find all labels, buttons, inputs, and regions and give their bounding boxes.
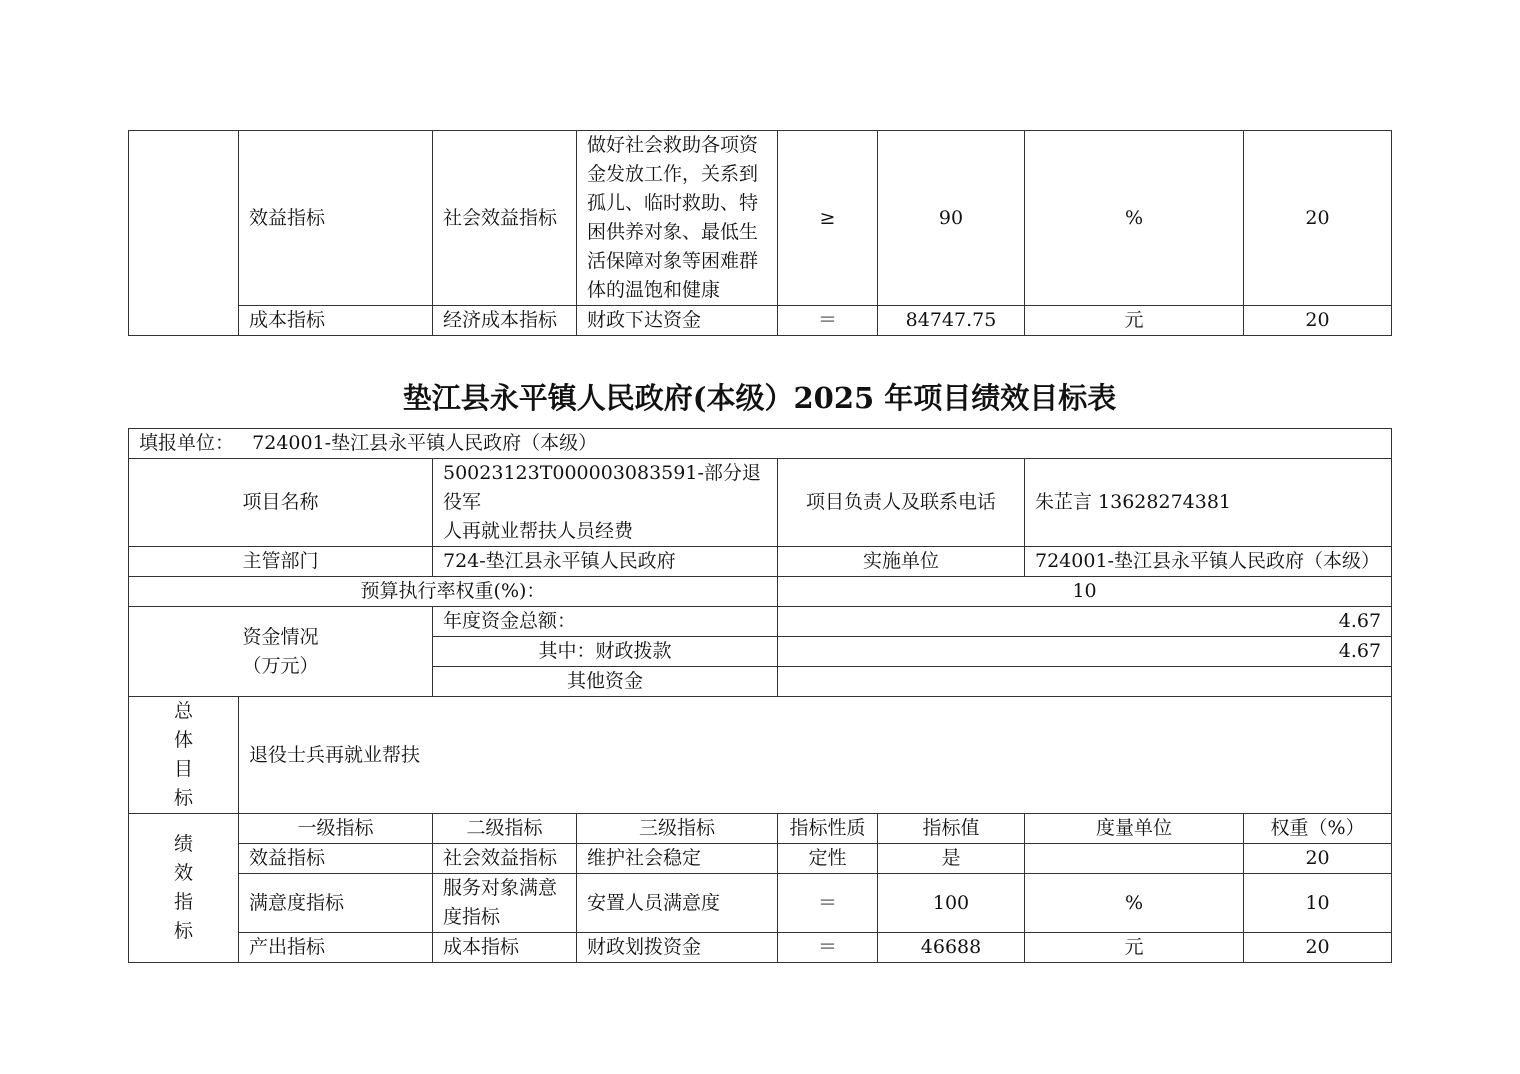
department-row bbox=[129, 547, 1392, 577]
weight-cell: 20 bbox=[1244, 844, 1392, 874]
budget-rate-row bbox=[129, 577, 1392, 607]
budget-rate-label: 预算执行率权重(%)： bbox=[129, 577, 778, 607]
empty-label-cell bbox=[129, 131, 239, 336]
table-row bbox=[129, 874, 1392, 933]
level3-cell: 安置人员满意度 bbox=[577, 874, 778, 933]
page-title: 垫江县永平镇人民政府(本级）2025 年项目绩效目标表 bbox=[402, 381, 1117, 415]
unit-cell: % bbox=[1025, 874, 1244, 933]
level2-cell: 成本指标 bbox=[433, 933, 577, 963]
level1-cell: 满意度指标 bbox=[239, 874, 433, 933]
header-level1: 一级指标 bbox=[239, 814, 433, 844]
overall-goal-label: 总 体 目 标 bbox=[129, 697, 239, 814]
project-name-row bbox=[129, 459, 1392, 547]
reporting-unit-value: 724001-垫江县永平镇人民政府（本级） bbox=[252, 432, 598, 454]
header-unit: 度量单位 bbox=[1025, 814, 1244, 844]
weight-cell: 20 bbox=[1244, 131, 1392, 306]
dept-label: 主管部门 bbox=[129, 547, 433, 577]
project-name-label: 项目名称 bbox=[129, 459, 433, 547]
header-nature: 指标性质 bbox=[778, 814, 878, 844]
fiscal-label: 其中：财政拨款 bbox=[433, 637, 778, 667]
other-funds-value bbox=[778, 667, 1392, 697]
reporting-unit-row bbox=[129, 429, 1392, 459]
annual-total-value: 4.67 bbox=[778, 607, 1392, 637]
impl-label: 实施单位 bbox=[778, 547, 1025, 577]
indicator-header-row bbox=[129, 814, 1392, 844]
nature-cell: ＝ bbox=[778, 306, 878, 336]
weight-cell: 20 bbox=[1244, 306, 1392, 336]
performance-target-table bbox=[128, 428, 1392, 963]
level1-cell: 产出指标 bbox=[239, 933, 433, 963]
nature-cell: ＝ bbox=[778, 933, 878, 963]
header-value: 指标值 bbox=[878, 814, 1025, 844]
budget-rate-value: 10 bbox=[778, 577, 1392, 607]
header-level2: 二级指标 bbox=[433, 814, 577, 844]
level1-cell: 效益指标 bbox=[239, 131, 433, 306]
level3-cell: 维护社会稳定 bbox=[577, 844, 778, 874]
previous-indicator-table bbox=[128, 130, 1392, 336]
level2-cell: 社会效益指标 bbox=[433, 844, 577, 874]
funds-row bbox=[129, 607, 1392, 637]
value-cell: 是 bbox=[878, 844, 1025, 874]
table-row bbox=[129, 844, 1392, 874]
level2-cell: 经济成本指标 bbox=[433, 306, 577, 336]
dept-value: 724-垫江县永平镇人民政府 bbox=[433, 547, 778, 577]
unit-cell: 元 bbox=[1025, 306, 1244, 336]
header-level3: 三级指标 bbox=[577, 814, 778, 844]
level3-cell: 财政划拨资金 bbox=[577, 933, 778, 963]
project-name-value: 50023123T000003083591-部分退役军 人再就业帮扶人员经费 bbox=[433, 459, 778, 547]
other-funds-label: 其他资金 bbox=[433, 667, 778, 697]
performance-indicator-label: 绩 效 指 标 bbox=[129, 814, 239, 963]
fiscal-value: 4.67 bbox=[778, 637, 1392, 667]
overall-goal-value: 退役士兵再就业帮扶 bbox=[239, 697, 1392, 814]
unit-cell: 元 bbox=[1025, 933, 1244, 963]
value-cell: 84747.75 bbox=[878, 306, 1025, 336]
nature-cell: ＝ bbox=[778, 874, 878, 933]
funds-label: 资金情况 （万元） bbox=[129, 607, 433, 697]
reporting-unit bbox=[129, 429, 1392, 459]
overall-goal-row bbox=[129, 697, 1392, 814]
level3-cell: 财政下达资金 bbox=[577, 306, 778, 336]
table-row bbox=[129, 933, 1392, 963]
unit-cell: % bbox=[1025, 131, 1244, 306]
unit-cell bbox=[1025, 844, 1244, 874]
reporting-unit-label: 填报单位： bbox=[139, 432, 235, 454]
weight-cell: 10 bbox=[1244, 874, 1392, 933]
contact-label: 项目负责人及联系电话 bbox=[778, 459, 1025, 547]
level1-cell: 成本指标 bbox=[239, 306, 433, 336]
header-weight: 权重（%） bbox=[1244, 814, 1392, 844]
value-cell: 46688 bbox=[878, 933, 1025, 963]
level2-cell: 社会效益指标 bbox=[433, 131, 577, 306]
annual-total-label: 年度资金总额： bbox=[433, 607, 778, 637]
level3-cell: 做好社会救助各项资 金发放工作，关系到 孤儿、临时救助、特 困供养对象、最低生 活保障对象等困难群 体的温饱和健康 bbox=[577, 131, 778, 306]
nature-cell: 定性 bbox=[778, 844, 878, 874]
nature-cell: ≥ bbox=[778, 131, 878, 306]
value-cell: 100 bbox=[878, 874, 1025, 933]
value-cell: 90 bbox=[878, 131, 1025, 306]
impl-value: 724001-垫江县永平镇人民政府（本级） bbox=[1025, 547, 1392, 577]
table-row bbox=[129, 131, 1392, 306]
table-row bbox=[129, 306, 1392, 336]
level1-cell: 效益指标 bbox=[239, 844, 433, 874]
level2-cell: 服务对象满意 度指标 bbox=[433, 874, 577, 933]
weight-cell: 20 bbox=[1244, 933, 1392, 963]
contact-value: 朱芷言 13628274381 bbox=[1025, 459, 1392, 547]
